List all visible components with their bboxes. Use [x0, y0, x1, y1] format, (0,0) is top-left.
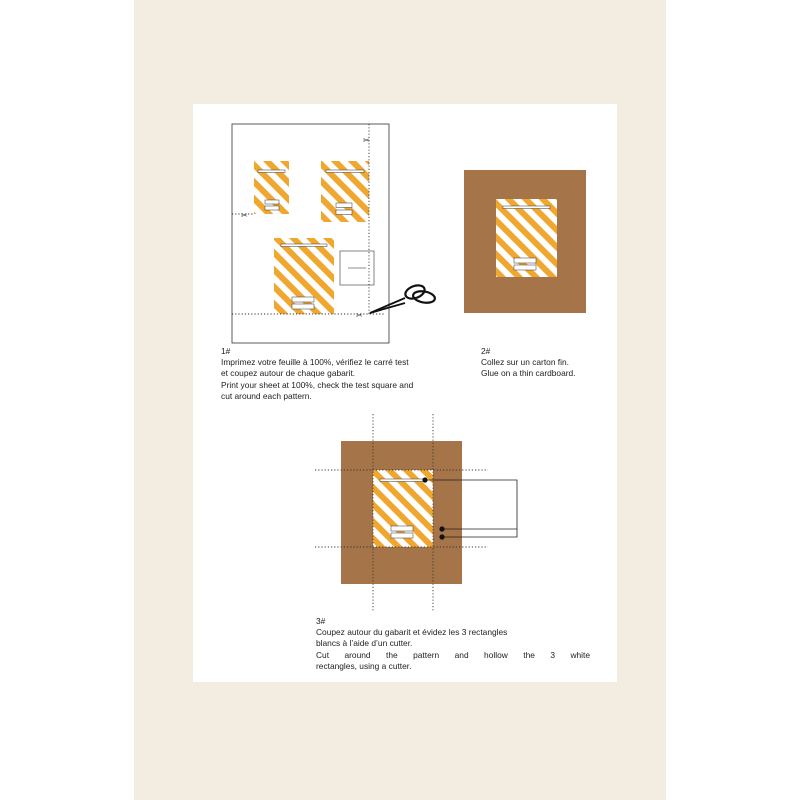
step2-illustration: [464, 170, 586, 313]
step-3-line: Coupez autour du gabarit et évidez les 3 rectangles: [316, 627, 508, 638]
step-3-number: 3#: [316, 616, 326, 626]
svg-text:✂: ✂: [356, 311, 363, 320]
svg-text:✂: ✂: [241, 211, 248, 220]
step-2-line: Collez sur un carton fin.: [481, 357, 569, 368]
step-2-caption: [481, 346, 576, 380]
step-3-line: Cut around the pattern and hollow the 3 white: [316, 649, 590, 660]
large-pattern: [274, 238, 334, 314]
step-2-number: 2#: [481, 346, 491, 356]
step3-illustration: [315, 414, 517, 612]
step-2-line: Glue on a thin cardboard.: [481, 368, 576, 379]
step1-illustration: [232, 124, 436, 343]
step-1-line: et coupez autour de chaque gabarit.: [221, 368, 356, 379]
step-1-line: cut around each pattern.: [221, 390, 312, 401]
step-3-line: rectangles, using a cutter.: [316, 660, 412, 671]
small-pattern-right: [321, 161, 369, 222]
step-3-line: blancs à l’aide d’un cutter.: [316, 638, 413, 649]
svg-text:✂: ✂: [363, 136, 370, 145]
small-pattern-left: [254, 161, 289, 214]
step-1-line: Print your sheet at 100%, check the test square and: [221, 379, 414, 390]
step-1-line: Imprimez votre feuille à 100%, vérifiez le carré test: [221, 357, 409, 368]
step-3-caption: [316, 616, 590, 672]
step-1-number: 1#: [221, 346, 231, 356]
step-1-caption: [221, 346, 413, 402]
